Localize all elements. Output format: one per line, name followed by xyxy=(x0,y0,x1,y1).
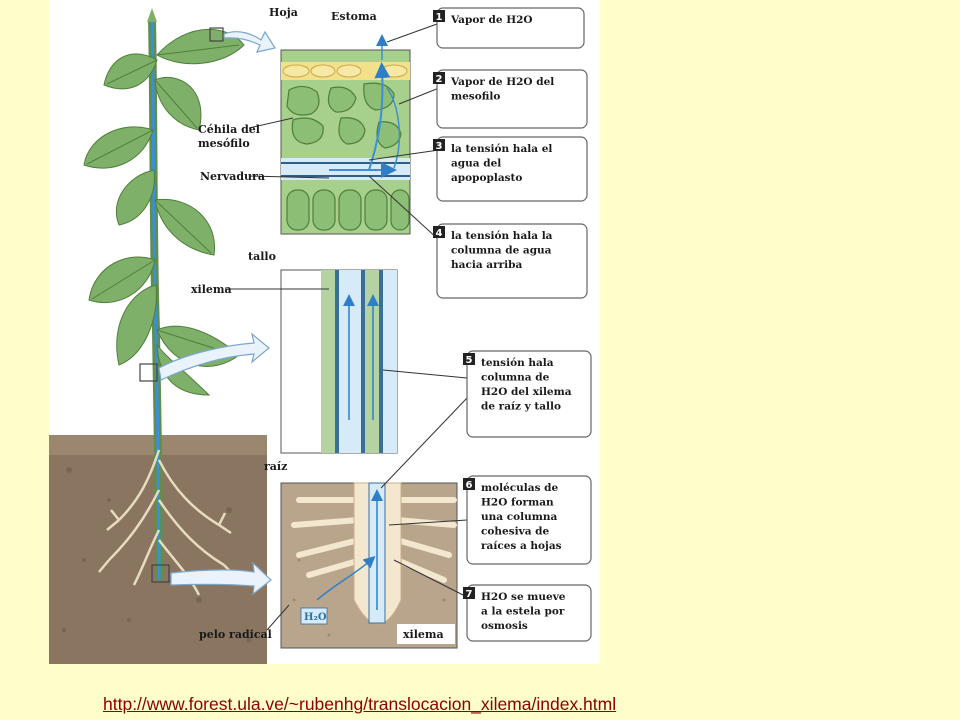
label-xilema-root: xilema xyxy=(403,628,444,641)
label-xilema-stem: xilema xyxy=(191,283,232,296)
step-callout-7 xyxy=(463,585,591,641)
step-text-line: una columna xyxy=(481,511,558,523)
step-text-line: la tensión hala la xyxy=(451,230,553,242)
step-text-line: H2O del xilema xyxy=(481,386,572,398)
label-celula-1: Céhila del xyxy=(198,123,260,136)
step-callout-2 xyxy=(433,70,587,128)
step-text-line: Vapor de H2O del xyxy=(451,76,555,88)
step-text-line: a la estela por xyxy=(481,605,565,618)
step-text-line: agua del xyxy=(451,157,502,170)
step-text-line: moléculas de xyxy=(481,482,559,494)
step-number: 7 xyxy=(465,589,473,600)
label-nervadura: Nervadura xyxy=(200,170,265,183)
label-pelo-radical: pelo radical xyxy=(199,628,272,641)
step-number: 2 xyxy=(435,74,443,85)
label-celula-2: mesófilo xyxy=(198,137,250,150)
label-hoja: Hoja xyxy=(269,6,298,19)
step-callout-4 xyxy=(433,224,587,298)
step-text-line: osmosis xyxy=(481,620,528,632)
plant-leaves xyxy=(84,29,244,395)
label-h2o: H₂O xyxy=(304,612,327,623)
step-callout-5 xyxy=(463,351,591,437)
label-estoma: Estoma xyxy=(331,10,377,23)
transpiration-diagram xyxy=(49,0,600,664)
step-number: 4 xyxy=(435,228,443,239)
step-text-line: H2O forman xyxy=(481,496,554,509)
leaf-cross-section xyxy=(281,40,410,234)
step-text-line: mesofilo xyxy=(451,90,501,103)
label-tallo: tallo xyxy=(248,250,276,263)
step-text-line: Vapor de H2O xyxy=(451,14,533,26)
step-text-line: H2O se mueve xyxy=(481,591,566,603)
step-text-line: de raíz y tallo xyxy=(481,400,562,413)
step-text-line: apopoplasto xyxy=(451,172,523,184)
step-text-line: columna de agua xyxy=(451,244,552,257)
step-text-line: columna de xyxy=(481,371,550,384)
step-callout-3 xyxy=(433,137,587,201)
step-number: 3 xyxy=(435,141,443,152)
step-callout-6 xyxy=(463,476,591,564)
step-number: 5 xyxy=(465,355,473,366)
source-link[interactable]: http://www.forest.ula.ve/~rubenhg/translocacion_xilema/index.html xyxy=(103,694,617,714)
step-text-line: la tensión hala el xyxy=(451,143,553,155)
step-text-line: tensión hala xyxy=(481,357,554,369)
root-section xyxy=(281,483,457,648)
step-callout-1 xyxy=(433,8,584,48)
step-text-line: cohesiva de xyxy=(481,525,550,538)
step-number: 6 xyxy=(465,480,473,491)
step-text-line: raíces a hojas xyxy=(481,540,562,552)
stem-section xyxy=(281,270,397,453)
label-raiz: raíz xyxy=(264,460,288,473)
step-text-line: hacia arriba xyxy=(451,259,523,271)
step-number: 1 xyxy=(435,12,443,23)
